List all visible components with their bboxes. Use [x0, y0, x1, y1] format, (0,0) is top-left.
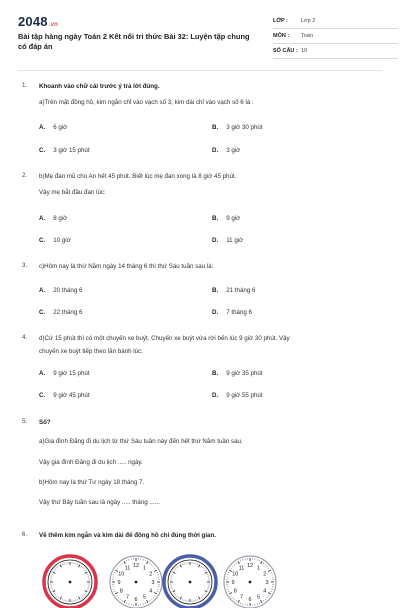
clock-number: 2 — [263, 572, 266, 578]
clock-number: 5 — [257, 595, 260, 601]
option-label: C. — [39, 237, 45, 244]
header-divider — [18, 70, 382, 71]
option-label: A. — [39, 287, 45, 294]
option-label: C. — [39, 147, 45, 154]
option-label: D. — [212, 237, 218, 244]
meta-row-class — [273, 14, 398, 29]
question-text: c)Hôm nay là thứ Năm ngày 14 tháng 6 thì thứ Sáu tuần sau là: — [39, 262, 380, 272]
question-4 — [22, 334, 380, 404]
option-d[interactable] — [212, 309, 252, 316]
question-text: b)Mẹ đan mũ cho An hết 45 phút. Biết lúc mẹ đan xong là 8 giờ 45 phút. — [39, 172, 380, 182]
option-a[interactable] — [39, 370, 90, 377]
question-title: Vẽ thêm kim ngắn và kim dài để đồng hồ chỉ đúng thời gian. — [39, 531, 380, 541]
meta-row-subject — [273, 29, 398, 44]
option-label: A. — [39, 124, 45, 131]
clock-number: 1 — [143, 565, 146, 571]
option-c[interactable] — [39, 392, 90, 399]
option-text: 9 giờ — [226, 215, 240, 222]
clock-number: 1 — [257, 565, 260, 571]
option-b[interactable] — [212, 124, 263, 131]
clock-number: 7 — [126, 595, 129, 601]
clock-face[interactable] — [224, 556, 276, 608]
option-d[interactable] — [212, 237, 243, 244]
option-label: B. — [212, 215, 218, 222]
question-number: 5. — [22, 418, 36, 425]
question-1 — [22, 82, 380, 162]
option-label: C. — [39, 392, 45, 399]
question-title: Khoanh vào chữ cái trước ý trả lời đúng. — [39, 82, 380, 92]
question-text: chuyến xe buýt tiếp theo lăn bánh lúc: — [39, 347, 380, 357]
option-b[interactable] — [212, 370, 263, 377]
option-label: C. — [39, 309, 45, 316]
question-text: Vậy mẹ bắt đầu đan lúc: — [39, 188, 380, 198]
option-label: B. — [212, 124, 218, 131]
meta-key: SỐ CÂU : — [273, 48, 301, 54]
question-2 — [22, 172, 380, 252]
option-text: 6 giờ — [53, 124, 67, 131]
option-d[interactable] — [212, 392, 263, 399]
question-text: d)Cứ 15 phút thì có một chuyến xe buýt. Chuyến xe buýt vừa rời bến lúc 9 giờ 30 phút. Vậy — [39, 334, 380, 344]
clock-number: 4 — [149, 589, 152, 595]
option-a[interactable] — [39, 124, 67, 131]
question-text[interactable]: Vậy thứ Bảy tuần sau là ngày ..... tháng ...... — [39, 498, 380, 508]
option-b[interactable] — [212, 215, 240, 222]
option-c[interactable] — [39, 237, 71, 244]
question-text: a)Trên mặt đồng hồ, kim ngắn chỉ vào vạch số 3, kim dài chỉ vào vạch số 6 là : — [39, 98, 380, 108]
clock-number: 3 — [151, 580, 154, 586]
option-a[interactable] — [39, 215, 67, 222]
page-title: Bài tập hàng ngày Toán 2 Kết nối tri thức Bài 32: Luyện tập chung có đáp án — [18, 32, 253, 52]
question-number: 3. — [22, 262, 36, 269]
clock-center — [69, 581, 72, 584]
question-number: 6. — [22, 531, 36, 538]
option-d[interactable] — [212, 147, 240, 154]
clock-face[interactable] — [44, 556, 96, 608]
option-label: A. — [39, 370, 45, 377]
clock-number: 6 — [248, 597, 251, 603]
clock-number: 11 — [125, 565, 131, 571]
question-text[interactable]: Vậy gia đình Đăng đi du lịch ..... ngày. — [39, 458, 380, 468]
option-text: 9 giờ 45 phút — [53, 392, 89, 399]
option-text: 3 giờ 30 phút — [226, 124, 262, 131]
question-number: 2. — [22, 172, 36, 179]
logo-suffix: .vn — [49, 22, 58, 28]
option-text: 11 giờ — [226, 237, 243, 244]
clock-number: 12 — [133, 563, 139, 569]
option-label: D. — [212, 392, 218, 399]
clock-number: 2 — [149, 572, 152, 578]
option-c[interactable] — [39, 147, 90, 154]
question-5 — [22, 418, 380, 513]
clock-number: 8 — [120, 589, 123, 595]
clock-face[interactable] — [164, 556, 216, 608]
question-title: Số? — [39, 418, 380, 428]
option-label: B. — [212, 370, 218, 377]
option-text: 10 giờ — [53, 237, 70, 244]
clock-number: 6 — [134, 597, 137, 603]
clock-number: 12 — [247, 563, 253, 569]
meta-key: LỚP : — [273, 18, 301, 24]
clock-number: 9 — [231, 580, 234, 586]
clock-number: 5 — [143, 595, 146, 601]
meta-box — [273, 14, 398, 59]
clock-number: 10 — [118, 572, 124, 578]
meta-row-count — [273, 44, 398, 59]
question-number: 1. — [22, 82, 36, 89]
question-6 — [22, 531, 380, 551]
clock-center — [189, 581, 192, 584]
clock-number: 11 — [239, 565, 245, 571]
question-text: a)Gia đình Đăng đi du lịch từ thứ Sáu tuần này đến hết thứ Năm tuần sau. — [39, 437, 380, 447]
clock-number: 7 — [240, 595, 243, 601]
clock-face[interactable] — [110, 556, 162, 608]
option-c[interactable] — [39, 309, 82, 316]
option-text: 9 giờ 15 phút — [53, 370, 89, 377]
option-text: 9 giờ 35 phút — [226, 370, 262, 377]
clock-number: 10 — [232, 572, 238, 578]
meta-value: 10 — [301, 48, 307, 54]
header — [18, 14, 388, 74]
option-text: 8 giờ — [53, 215, 67, 222]
option-b[interactable] — [212, 287, 255, 294]
question-3 — [22, 262, 380, 327]
clock-number: 4 — [263, 589, 266, 595]
question-number: 4. — [22, 334, 36, 341]
option-a[interactable] — [39, 287, 82, 294]
meta-value: Lớp 2 — [301, 18, 315, 24]
option-label: A. — [39, 215, 45, 222]
site-logo[interactable] — [18, 14, 58, 29]
logo-text: 2048 — [18, 14, 48, 29]
option-text: 22 tháng 6 — [53, 309, 82, 316]
clock-center — [135, 581, 138, 584]
option-text: 7 tháng 6 — [226, 309, 252, 316]
clock-center — [249, 581, 252, 584]
option-label: B. — [212, 287, 218, 294]
option-text: 3 giờ — [226, 147, 240, 154]
clock-number: 9 — [117, 580, 120, 586]
option-label: D. — [212, 309, 218, 316]
question-text: b)Hôm nay là thứ Tư ngày 18 tháng 7. — [39, 478, 380, 488]
option-text: 20 tháng 6 — [53, 287, 82, 294]
clock-number: 3 — [265, 580, 268, 586]
option-text: 21 tháng 6 — [226, 287, 255, 294]
option-label: D. — [212, 147, 218, 154]
clock-number: 8 — [234, 589, 237, 595]
meta-key: MÔN : — [273, 33, 301, 39]
meta-value: Toán — [301, 33, 313, 39]
option-text: 3 giờ 15 phút — [53, 147, 89, 154]
option-text: 9 giờ 55 phút — [226, 392, 262, 399]
